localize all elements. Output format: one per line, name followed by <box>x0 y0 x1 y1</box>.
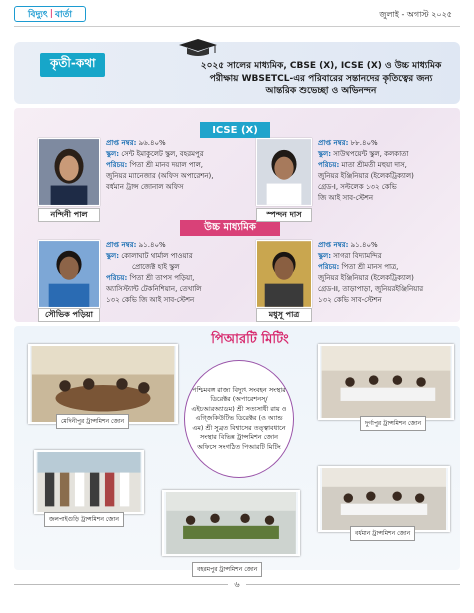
meeting-photo-durgapur <box>318 344 454 420</box>
page-number: ৬ <box>228 579 246 591</box>
graduation-cap-icon <box>178 38 218 58</box>
header-rule <box>14 26 460 27</box>
masthead-separator: | <box>49 9 54 19</box>
student-info-4: প্রাপ্ত নম্বর: ৯১.৪০% স্কুল: সাগরা বিদ্যামন্দির পরিচয়: পিতা শ্রী মানস পাত্র, জুনিয়র ইঞ্জিনিয়ার (ইলেকট্রিক্যাল) গ্রেড-II, তাড়াপাড়া, জুনিয়রইঞ্জিনিয়ার ১৩২ কেভি সাব-স্টেশন <box>318 241 424 304</box>
headline-line-2: পরীক্ষায় WBSETCL-এর পরিবারের সন্তানদের কৃতিত্বের জন্য <box>209 73 433 84</box>
meeting-photo-medinipur <box>28 344 178 424</box>
caption-medinipur: মেদিনীপুর ট্রান্সমিশন জোন <box>56 414 129 429</box>
icse-tag: ICSE (X) <box>200 122 270 138</box>
student-info-3: প্রাপ্ত নম্বর: ৯১.৪০% স্কুল: কোলাঘাট থার্মাল পাওয়ার প্রোজেক্ট হাই স্কুল পরিচয়: পিতা শ্রী তাপস পড়িয়া, অ্যাসিস্ট্যান্ট টেকনিশিয়ান, তেখালি ১৩২ কেভি জি আই সাব-স্টেশন <box>106 241 202 304</box>
student-photo-3 <box>38 240 100 308</box>
meeting-title: পিআরটি মিটিং <box>211 332 289 347</box>
caption-burdwan: বর্ধমান ট্রান্সমিশন জোন <box>350 526 415 541</box>
student-name-4: মধুসূ পাত্র <box>256 308 312 322</box>
meeting-photo-jalpaiguri <box>34 450 144 514</box>
meeting-photo-burdwan <box>318 466 450 532</box>
headline-line-1: ২০২৫ সালের মাধ্যমিক, CBSE (X), ICSE (X) ও উচ্চ মাধ্যমিক <box>200 61 442 71</box>
student-name-1: নন্দিনী পাল <box>38 208 100 222</box>
meeting-photo-berhampore <box>162 490 300 556</box>
higher-secondary-tag: উচ্চ মাধ্যমিক <box>180 220 280 236</box>
caption-berhampore: বহরমপুর ট্রান্সমিশন জোন <box>192 562 262 577</box>
caption-durgapur: দুর্গাপুর ট্রান্সমিশন জোন <box>360 416 426 431</box>
student-info-2: প্রাপ্ত নম্বর: ৮৮.৪০% স্কুল: সাউথপয়েন্ট স্কুল, কলকাতা পরিচয়: মাতা শ্রীমতী মহুয়া দাস, জুনিয়র ইঞ্জিনিয়ার (ইলেকট্রিক্যাল) গ্রেড-I, সল্টলেক ১৩২ কেভি জি আই সাব-স্টেশন <box>318 139 414 202</box>
student-info-1: প্রাপ্ত নম্বর: ৯৬.৪০% স্কুল: সেন্ট ইমাকুলেট স্কুল, বহরমপুর পরিচয়: পিতা শ্রী মানব দয়াল পাল, জুনিয়র ম্যানেজার (অফিস অপারেশন), বর্ধমান ট্রান্স জোনাল অফিস <box>106 139 214 191</box>
student-photo-2 <box>256 138 312 206</box>
headline-line-3: আন্তরিক শুভেচ্ছা ও অভিনন্দন <box>265 86 377 96</box>
masthead-left: বিদ্যুৎ <box>27 9 48 20</box>
section-headline <box>190 60 452 98</box>
student-name-3: সৌভিক পড়িয়া <box>38 308 100 322</box>
caption-jalpaiguri: জলপাইগুড়ি ট্রান্সমিশন জোন <box>44 512 124 527</box>
masthead-logo <box>14 6 86 22</box>
student-photo-4 <box>256 240 312 308</box>
student-name-2: স্পন্দন দাস <box>256 208 312 222</box>
student-photo-1 <box>38 138 100 206</box>
section-label: কৃতী-কথা <box>40 53 105 77</box>
issue-date: জুলাই - অগাস্ট ২০২৫ <box>379 10 452 19</box>
masthead-right: বার্তা <box>55 9 72 20</box>
meeting-description: পশ্চিমবঙ্গ রাজ্য বিদ্যুৎ সংবহন সংস্থার ডিরেক্টর (অপারেশনস্/ এইচআরঅ্যাডম) শ্রী সত্যসাধী রায় ও এগ্জিকিউটিভ ডিরেক্টর (ও অ্যান্ড এম) শ্রী সুব্রত বিশ্বাসের তত্ত্বাবধানে সংস্থার বিভিন্ন ট্রান্সমিশন জোন অফিসে সংগঠিত পিআরটি মিটিং <box>184 360 294 478</box>
